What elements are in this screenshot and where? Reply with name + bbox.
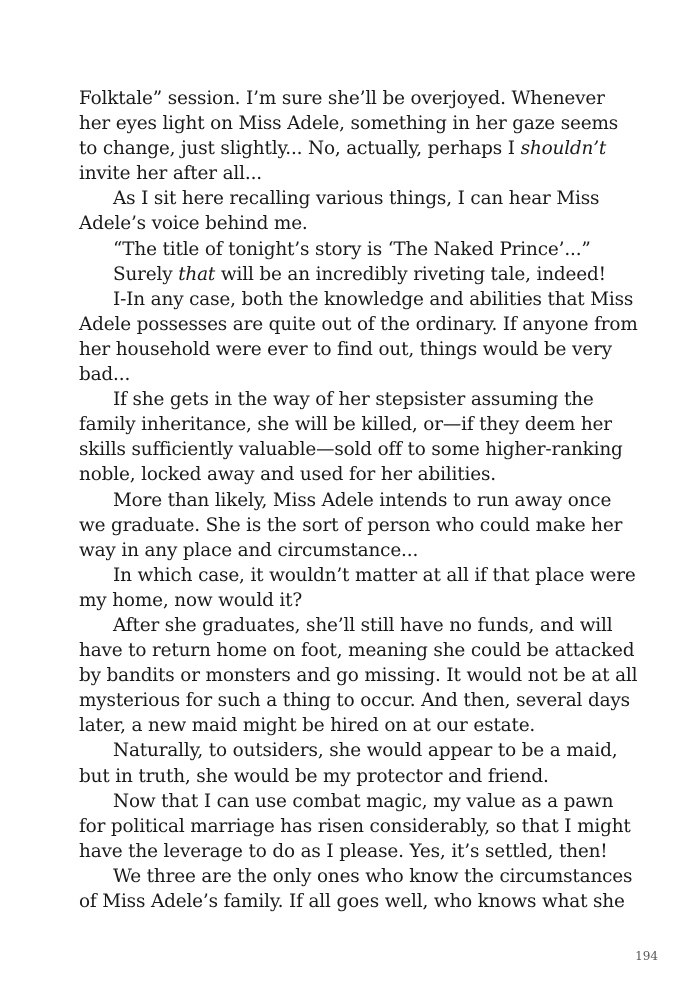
text-run: After she graduates, she’ll still have no funds, and will have to return home on foot, meaning she could be attacked by bandits or monsters and go missing. It would not be at all mysterious for such a thing to occur. And then, several days later, a new maid might be hired on at our estate. <box>79 614 638 737</box>
text-run: In which case, it wouldn’t matter at all if that place were my home, now would it? <box>79 564 636 611</box>
text-run: Naturally, to outsiders, she would appear to be a maid, but in truth, she would be my protector and friend. <box>79 740 618 787</box>
text-run: will be an incredibly riveting tale, indeed! <box>215 263 606 285</box>
italic-text: that <box>178 263 216 285</box>
text-run: Folktale” session. I’m sure she’ll be overjoyed. Whenever her eyes light on Miss Adele, something in her gaze seems to change, just slightly... No, actually, perhaps I <box>79 88 619 160</box>
text-run: “The title of tonight’s story is ‘The Naked Prince’...” <box>113 238 591 260</box>
paragraph <box>79 262 639 287</box>
paragraph <box>79 563 639 613</box>
text-run: We three are the only ones who know the circumstances of Miss Adele’s family. If all goes well, who knows what she <box>79 865 633 912</box>
paragraph <box>79 387 639 487</box>
text-run: Surely <box>113 263 179 285</box>
paragraph <box>79 613 639 738</box>
paragraph <box>79 864 639 914</box>
paragraph <box>79 738 639 788</box>
text-run: invite her after all... <box>79 163 262 185</box>
paragraph <box>79 789 639 864</box>
page-number: 194 <box>635 949 658 963</box>
paragraph <box>79 287 639 387</box>
paragraph <box>79 488 639 563</box>
text-run: More than likely, Miss Adele intends to run away once we graduate. She is the sort of person who could make her way in any place and circumstance... <box>79 489 623 561</box>
text-run: Now that I can use combat magic, my value as a pawn for political marriage has risen considerably, so that I might have the leverage to do as I please. Yes, it’s settled, then! <box>79 790 631 862</box>
text-run: I-In any case, both the knowledge and abilities that Miss Adele possesses are quite out of the ordinary. If anyone from her household were ever to find out, things would be very bad... <box>79 288 638 386</box>
body-text <box>79 86 639 914</box>
paragraph <box>79 186 639 236</box>
paragraph <box>79 237 639 262</box>
text-run: If she gets in the way of her stepsister assuming the family inheritance, she will be killed, or—if they deem her skills sufficiently valuable—sold off to some higher-ranking noble, locked away and used for her abilities. <box>79 389 623 486</box>
text-run: As I sit here recalling various things, I can hear Miss Adele’s voice behind me. <box>79 188 600 235</box>
italic-text: shouldn’t <box>520 138 607 160</box>
paragraph <box>79 86 639 186</box>
